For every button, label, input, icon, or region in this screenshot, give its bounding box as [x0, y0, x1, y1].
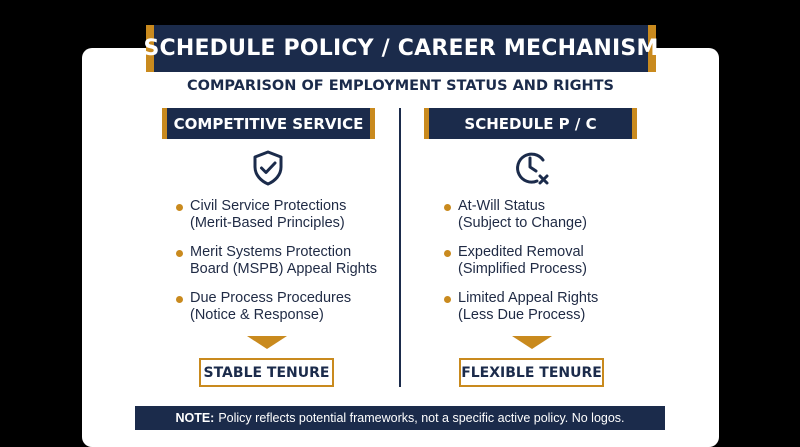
list-item: Merit Systems Protection Board (MSPB) Appeal Rights	[176, 244, 377, 290]
note-label: NOTE:	[175, 411, 215, 425]
list-item: Due Process Procedures (Notice & Response)	[176, 290, 377, 336]
schedule-pc-header	[424, 108, 637, 139]
bullet-dot	[444, 204, 451, 211]
clock-x-icon	[511, 148, 551, 188]
note-bar	[135, 406, 665, 430]
page-subtitle: COMPARISON OF EMPLOYMENT STATUS AND RIGHTS	[187, 78, 614, 94]
stable-tenure-box	[199, 358, 334, 387]
bullet-dot	[176, 296, 183, 303]
bullet-dot	[176, 204, 183, 211]
schedule-pc-header-label: SCHEDULE P / C	[464, 114, 597, 133]
list-item: Civil Service Protections (Merit-Based Principles)	[176, 198, 377, 244]
title-banner	[143, 25, 659, 72]
list-item: Limited Appeal Rights (Less Due Process)	[444, 290, 598, 336]
list-item: Expedited Removal (Simplified Process)	[444, 244, 598, 290]
stable-tenure-label: STABLE TENURE	[203, 364, 330, 381]
note-text: Policy reflects potential frameworks, not a specific active policy. No logos.	[218, 411, 625, 425]
competitive-service-header-label: COMPETITIVE SERVICE	[173, 114, 364, 133]
flexible-tenure-label: FLEXIBLE TENURE	[461, 364, 602, 381]
page-title: SCHEDULE POLICY / CAREER MECHANISM	[143, 36, 659, 61]
bullet-dot	[176, 250, 183, 257]
competitive-service-list	[176, 198, 377, 336]
schedule-pc-list	[444, 198, 598, 336]
shield-check-icon	[248, 148, 288, 188]
bullet-dot	[444, 296, 451, 303]
competitive-service-header	[162, 108, 375, 139]
list-item: At-Will Status (Subject to Change)	[444, 198, 598, 244]
down-arrow-icon	[247, 336, 287, 349]
down-arrow-icon	[512, 336, 552, 349]
column-divider	[399, 108, 401, 387]
bullet-dot	[444, 250, 451, 257]
flexible-tenure-box	[459, 358, 604, 387]
